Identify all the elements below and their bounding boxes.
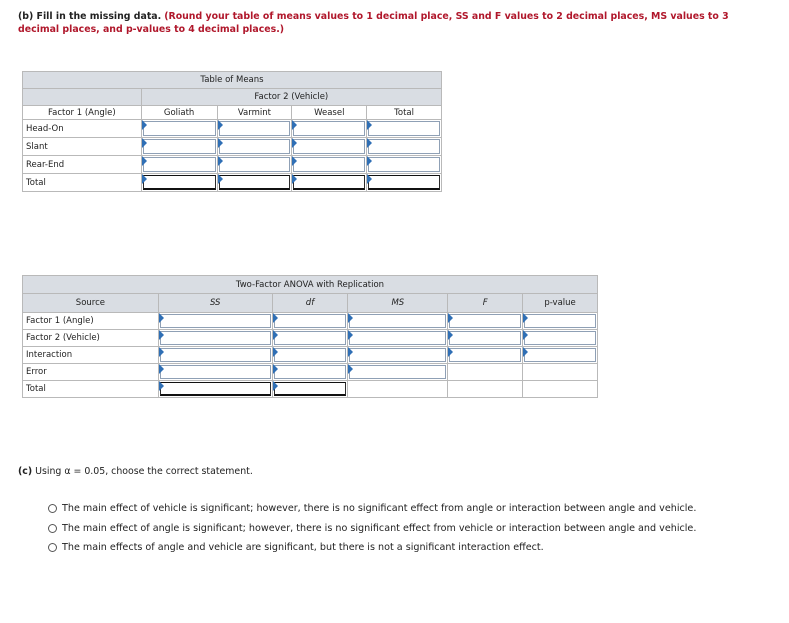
mean-input[interactable] xyxy=(367,156,442,174)
mean-input[interactable] xyxy=(217,120,292,138)
means-table xyxy=(22,71,442,192)
option-vehicle-significant[interactable] xyxy=(48,503,738,516)
anova-header-ss: SS xyxy=(158,294,272,313)
f-input[interactable] xyxy=(448,330,523,347)
anova-table xyxy=(22,275,598,398)
means-table-title: Table of Means xyxy=(23,72,442,89)
ss-input[interactable] xyxy=(158,347,272,364)
col-header-weasel: Weasel xyxy=(292,106,367,120)
option-label: The main effect of vehicle is significant; however, there is no significant effect from angle or interaction between angle and vehicle. xyxy=(62,503,697,514)
mean-input[interactable] xyxy=(141,138,217,156)
anova-row-factor1: Factor 1 (Angle) xyxy=(23,313,159,330)
option-angle-significant[interactable] xyxy=(48,523,738,536)
instructions-lead: (b) Fill in the missing data. xyxy=(18,11,162,22)
instructions xyxy=(18,10,738,36)
f-input[interactable] xyxy=(448,313,523,330)
anova-row-factor2: Factor 2 (Vehicle) xyxy=(23,330,159,347)
empty-cell xyxy=(523,381,598,398)
mean-input[interactable] xyxy=(141,156,217,174)
p-value-input[interactable] xyxy=(523,313,598,330)
option-label: The main effects of angle and vehicle are significant, but there is not a significant interaction effect. xyxy=(62,542,544,553)
ms-input[interactable] xyxy=(348,313,448,330)
mean-total-input[interactable] xyxy=(217,174,292,192)
empty-cell xyxy=(348,381,448,398)
ss-input[interactable] xyxy=(158,364,272,381)
ss-total-input[interactable] xyxy=(158,381,272,398)
mean-total-input[interactable] xyxy=(141,174,217,192)
df-input[interactable] xyxy=(272,330,348,347)
radio-button-icon[interactable] xyxy=(48,543,57,552)
row-label-slant: Slant xyxy=(23,138,142,156)
df-input[interactable] xyxy=(272,364,348,381)
ss-input[interactable] xyxy=(158,313,272,330)
rounding-instructions: (Round your table of means values to 1 decimal place, SS and F values to 2 decimal places, MS values to 3 decimal places, and p-values to 4 decimal places.) xyxy=(18,11,729,35)
col-header-total: Total xyxy=(367,106,442,120)
anova-table-title: Two-Factor ANOVA with Replication xyxy=(23,276,598,294)
anova-header-source: Source xyxy=(23,294,159,313)
factor2-label: Factor 2 (Vehicle) xyxy=(141,89,441,106)
ms-input[interactable] xyxy=(348,347,448,364)
means-corner xyxy=(23,89,142,106)
anova-row-interaction: Interaction xyxy=(23,347,159,364)
part-c-text: Using α = 0.05, choose the correct statement. xyxy=(35,466,253,477)
p-value-input[interactable] xyxy=(523,347,598,364)
mean-input[interactable] xyxy=(292,138,367,156)
option-label: The main effect of angle is significant; however, there is no significant effect from vehicle or interaction between angle and vehicle. xyxy=(62,522,697,534)
mean-input[interactable] xyxy=(292,156,367,174)
df-input[interactable] xyxy=(272,347,348,364)
row-label-rear-end: Rear-End xyxy=(23,156,142,174)
df-total-input[interactable] xyxy=(272,381,348,398)
col-header-goliath: Goliath xyxy=(141,106,217,120)
row-label-total: Total xyxy=(23,174,142,192)
answer-options xyxy=(48,503,738,562)
mean-input[interactable] xyxy=(367,138,442,156)
mean-input[interactable] xyxy=(141,120,217,138)
mean-total-input[interactable] xyxy=(367,174,442,192)
f-input[interactable] xyxy=(448,347,523,364)
mean-input[interactable] xyxy=(367,120,442,138)
radio-button-icon[interactable] xyxy=(48,524,57,533)
col-header-varmint: Varmint xyxy=(217,106,292,120)
anova-header-ms: MS xyxy=(348,294,448,313)
mean-total-input[interactable] xyxy=(292,174,367,192)
anova-header-p-value: p-value xyxy=(523,294,598,313)
empty-cell xyxy=(523,364,598,381)
p-value-input[interactable] xyxy=(523,330,598,347)
anova-row-error: Error xyxy=(23,364,159,381)
part-c-label: (c) xyxy=(18,466,33,477)
ss-input[interactable] xyxy=(158,330,272,347)
radio-button-icon[interactable] xyxy=(48,504,57,513)
row-label-head-on: Head-On xyxy=(23,120,142,138)
mean-input[interactable] xyxy=(217,156,292,174)
empty-cell xyxy=(448,381,523,398)
anova-header-df: df xyxy=(272,294,348,313)
ms-input[interactable] xyxy=(348,364,448,381)
anova-row-total: Total xyxy=(23,381,159,398)
df-input[interactable] xyxy=(272,313,348,330)
empty-cell xyxy=(448,364,523,381)
part-c-prompt xyxy=(18,466,253,477)
option-both-significant[interactable] xyxy=(48,542,738,555)
anova-header-f: F xyxy=(448,294,523,313)
mean-input[interactable] xyxy=(292,120,367,138)
mean-input[interactable] xyxy=(217,138,292,156)
ms-input[interactable] xyxy=(348,330,448,347)
factor1-header: Factor 1 (Angle) xyxy=(23,106,142,120)
